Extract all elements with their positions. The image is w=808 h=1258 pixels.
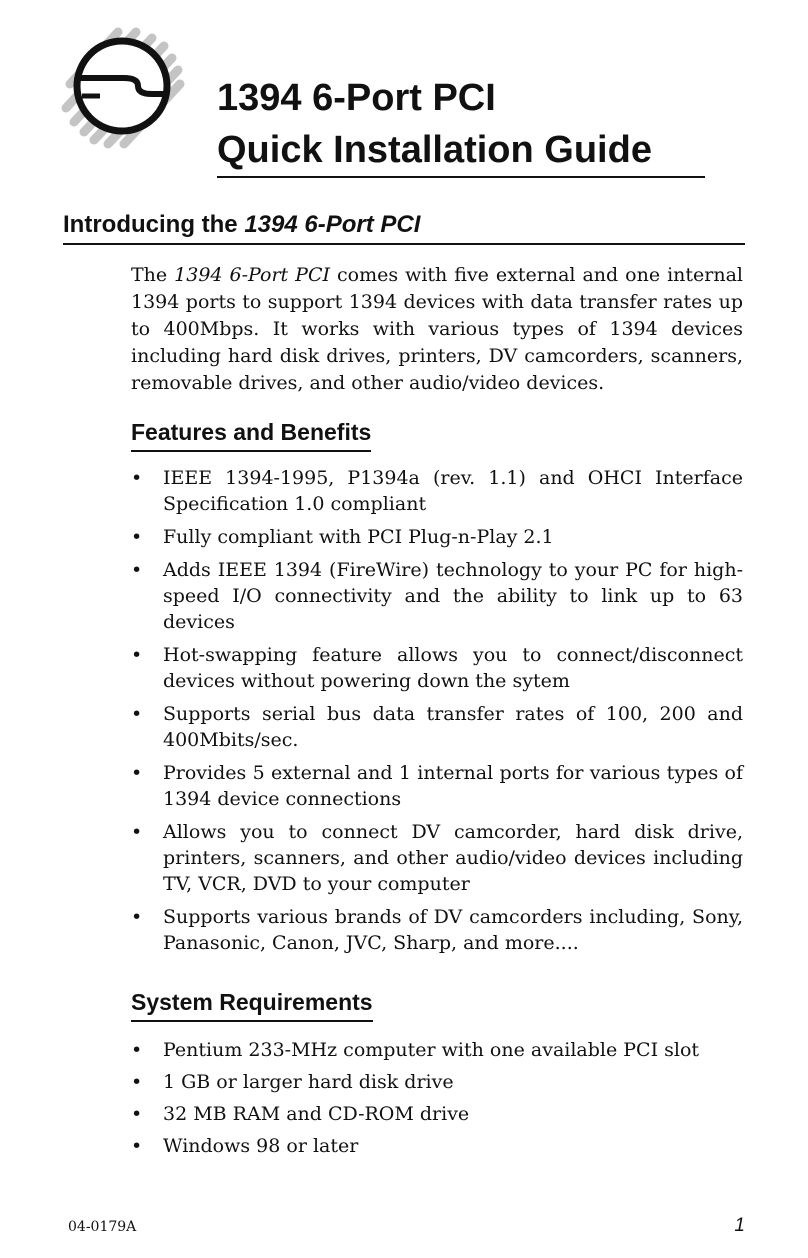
list-item xyxy=(131,1037,743,1063)
bullet-icon: • xyxy=(131,821,143,843)
list-item xyxy=(131,1133,743,1159)
list-item-text: Adds IEEE 1394 (FireWire) technology to your PC for high-speed I/O connectivity and the ability to link up to 63 devices xyxy=(163,559,743,633)
list-item-text: Allows you to connect DV camcorder, hard disk drive, printers, scanners, and other audio/video devices including TV, VCR, DVD to your computer xyxy=(163,821,743,895)
list-item-text: Pentium 233-MHz computer with one available PCI slot xyxy=(163,1039,700,1061)
list-item-text: 32 MB RAM and CD-ROM drive xyxy=(163,1103,470,1125)
brand-logo-icon xyxy=(60,22,192,152)
list-item xyxy=(131,557,743,635)
bullet-icon: • xyxy=(131,644,143,666)
list-item xyxy=(131,904,743,956)
list-item xyxy=(131,1069,743,1095)
list-item-text: Windows 98 or later xyxy=(163,1135,359,1157)
intro-paragraph xyxy=(131,262,743,397)
intro-para-rest: comes with five external and one internal 1394 ports to support 1394 devices with data transfer rates up to 400Mbps. It works with various types of 1394 devices including hard disk drives, printers, DV camcorders, scanners, removable drives, and other audio/video devices. xyxy=(131,264,743,394)
intro-para-product: 1394 6-Port PCI xyxy=(174,264,330,286)
bullet-icon: • xyxy=(131,526,143,548)
page-title xyxy=(217,72,707,176)
list-item xyxy=(131,465,743,517)
system-requirements-list xyxy=(131,1037,743,1165)
list-item xyxy=(131,1101,743,1127)
features-list xyxy=(131,465,743,963)
list-item-text: Hot-swapping feature allows you to connect/disconnect devices without powering down the sytem xyxy=(163,644,743,692)
title-divider xyxy=(217,176,705,178)
list-item xyxy=(131,819,743,897)
bullet-icon: • xyxy=(131,1071,143,1093)
page-number: 1 xyxy=(734,1215,745,1236)
title-line-guide: Quick Installation Guide xyxy=(217,129,652,171)
list-item-text: 1 GB or larger hard disk drive xyxy=(163,1071,454,1093)
intro-divider xyxy=(63,243,745,245)
bullet-icon: • xyxy=(131,559,143,581)
list-item-text: IEEE 1394-1995, P1394a (rev. 1.1) and OHCI Interface Specification 1.0 compliant xyxy=(163,467,743,515)
list-item xyxy=(131,524,743,550)
bullet-icon: • xyxy=(131,467,143,489)
bullet-icon: • xyxy=(131,762,143,784)
list-item-text: Supports various brands of DV camcorders including, Sony, Panasonic, Canon, JVC, Sharp, and more.... xyxy=(163,906,743,954)
system-requirements-heading: System Requirements xyxy=(131,987,373,1022)
bullet-icon: • xyxy=(131,906,143,928)
document-number: 04-0179A xyxy=(68,1219,137,1235)
list-item-text: Supports serial bus data transfer rates of 100, 200 and 400Mbits/sec. xyxy=(163,703,743,751)
bullet-icon: • xyxy=(131,1103,143,1125)
title-line-product: 1394 6-Port PCI xyxy=(217,77,496,119)
list-item-text: Fully compliant with PCI Plug-n-Play 2.1 xyxy=(163,526,554,548)
brand-logo xyxy=(60,22,192,152)
intro-heading-product: 1394 6-Port PCI xyxy=(244,211,421,238)
list-item xyxy=(131,642,743,694)
list-item xyxy=(131,701,743,753)
bullet-icon: • xyxy=(131,1135,143,1157)
list-item-text: Provides 5 external and 1 internal ports for various types of 1394 device connections xyxy=(163,762,743,810)
intro-heading-prefix: Introducing the xyxy=(63,211,245,238)
bullet-icon: • xyxy=(131,1039,143,1061)
intro-para-prefix: The xyxy=(131,264,175,286)
intro-heading xyxy=(63,210,420,240)
list-item xyxy=(131,760,743,812)
features-heading: Features and Benefits xyxy=(131,417,371,452)
bullet-icon: • xyxy=(131,703,143,725)
